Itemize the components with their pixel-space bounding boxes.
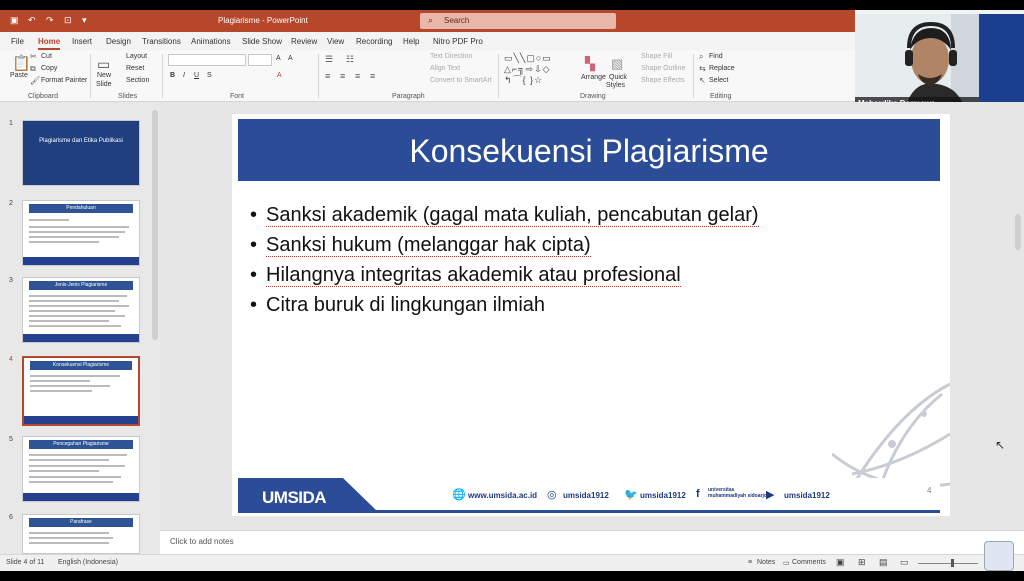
footer-website: www.umsida.ac.id [468, 491, 538, 500]
document-title: Plagiarisme - PowerPoint [218, 16, 308, 25]
thumb-title: Plagiarisme dan Etika Publikasi [39, 138, 123, 144]
slide-thumbnail-2[interactable] [22, 200, 140, 266]
thumb-number: 6 [9, 514, 13, 521]
new-slide-icon[interactable]: ▭ [97, 56, 111, 72]
slide-title-banner [238, 119, 940, 181]
bullets-icon[interactable]: ☰ [325, 54, 334, 64]
separator [693, 54, 694, 98]
footer-twitter: umsida1912 [640, 491, 686, 500]
font-group-label: Font [230, 93, 245, 100]
notes-icon: ≡ [748, 559, 753, 566]
slide-editor [160, 102, 1024, 530]
save-icon[interactable]: ▣ [10, 15, 19, 25]
notes-button[interactable]: Notes [757, 559, 776, 566]
copy-icon: ⧉ [30, 64, 36, 73]
separator [90, 54, 91, 98]
bold-button[interactable]: B [170, 72, 176, 79]
thumb-number: 2 [9, 200, 13, 207]
thumbnail-scrollbar[interactable] [152, 110, 158, 340]
convert-smartart-button[interactable]: Convert to SmartArt [430, 77, 492, 84]
thumb-number: 4 [9, 356, 13, 363]
tab-design[interactable]: Design [106, 37, 131, 46]
present-icon[interactable]: ⊡ [64, 15, 72, 25]
editing-group-label: Editing [710, 93, 732, 100]
font-color-button[interactable]: A [277, 72, 282, 79]
redo-icon[interactable]: ↷ [46, 15, 54, 25]
shape-effects-button[interactable]: Shape Effects [641, 77, 685, 84]
thumb-number: 5 [9, 436, 13, 443]
shape-fill-button[interactable]: Shape Fill [641, 53, 673, 60]
reading-view-icon[interactable]: ▤ [879, 557, 888, 567]
shapes-gallery[interactable]: ▭╲╲▢○▭ △⌐╗⇨⇩◇ ↰⌒{ }☆ [504, 53, 552, 85]
tab-animations[interactable]: Animations [191, 37, 231, 46]
format-painter-icon: 🖌 [30, 76, 41, 85]
arrange-button[interactable]: Arrange [581, 74, 606, 81]
slide-thumbnail-4[interactable] [22, 356, 140, 426]
title-bar [0, 10, 855, 32]
editor-scrollbar[interactable] [1015, 214, 1021, 250]
slide-thumbnail-1[interactable] [22, 120, 140, 186]
bullet-text: Sanksi hukum (melanggar hak cipta) [266, 234, 591, 256]
side-panel [979, 14, 1024, 110]
new-slide-button-line2[interactable]: Slide [96, 81, 112, 88]
copy-button[interactable]: Copy [41, 65, 58, 72]
notes-pane[interactable] [160, 530, 1024, 554]
ribbon-tabs [0, 32, 855, 50]
section-button[interactable]: Section [126, 77, 150, 84]
thumb-title: Pencegahan Plagiarisme [29, 440, 133, 449]
tab-slide-show[interactable]: Slide Show [242, 37, 283, 46]
ribbon-home [0, 50, 855, 102]
paste-icon[interactable]: 📋 [12, 55, 31, 72]
comments-icon: ▭ [783, 560, 790, 567]
tab-review[interactable]: Review [291, 37, 318, 46]
participant-image [855, 14, 979, 110]
bullet-text: Citra buruk di lingkungan ilmiah [266, 294, 546, 316]
bullet-item[interactable]: • Hilangnya integritas akademik atau profesional [250, 264, 681, 286]
italic-button[interactable]: I [183, 72, 185, 79]
grow-font-button[interactable]: A [276, 55, 281, 62]
slide-thumbnail-3[interactable] [22, 277, 140, 343]
underline-button[interactable]: U [194, 72, 200, 79]
drawing-group-label: Drawing [580, 93, 606, 100]
umsida-logo: UMSIDA [262, 488, 327, 507]
footer-facebook: universitas muhammadiyah sidoarjo [708, 487, 767, 499]
search-icon: ⌕ [428, 15, 434, 25]
normal-view-icon[interactable]: ▣ [836, 557, 845, 567]
cut-button[interactable]: Cut [41, 53, 52, 60]
align-right-icon[interactable]: ≡ [355, 71, 361, 81]
quick-styles-button[interactable]: Quick [609, 74, 627, 81]
shrink-font-button[interactable]: A [288, 55, 293, 62]
comments-button[interactable]: Comments [792, 559, 826, 566]
find-icon: ⌕ [699, 52, 704, 61]
search-placeholder: Search [444, 16, 470, 25]
arrange-icon[interactable]: ▚ [585, 56, 595, 71]
slide-counter: Slide 4 of 11 [6, 559, 45, 566]
footer-line [238, 510, 940, 513]
font-family-select[interactable] [168, 54, 246, 66]
mouse-cursor-icon: ↖ [995, 438, 1006, 452]
slide-page-number: 4 [927, 486, 932, 495]
meeting-badge-icon [984, 541, 1014, 571]
tab-nitro-pdf[interactable]: Nitro PDF Pro [433, 37, 483, 46]
slide-thumbnails-pane [0, 102, 160, 554]
separator [318, 54, 319, 98]
bullet-item[interactable]: • Citra buruk di lingkungan ilmiah [250, 294, 546, 316]
thumb-title: Jenis-Jenis Plagiarisme [29, 281, 133, 290]
search-input[interactable] [420, 13, 616, 29]
text-direction-button[interactable]: Text Direction [430, 53, 473, 60]
powerpoint-window [0, 10, 1024, 571]
cut-icon: ✂ [30, 52, 37, 61]
justify-icon[interactable]: ≡ [370, 71, 376, 81]
bullet-text: Hilangnya integritas akademik atau profesional [266, 264, 681, 286]
tab-home[interactable]: Home [38, 37, 61, 46]
notes-placeholder: Click to add notes [170, 537, 234, 546]
paragraph-group-label: Paragraph [392, 93, 425, 100]
numbering-icon[interactable]: ☷ [346, 54, 355, 64]
slide-title[interactable]: Konsekuensi Plagiarisme [409, 133, 769, 169]
layout-button[interactable]: Layout [126, 53, 148, 60]
tab-view[interactable]: View [327, 37, 345, 46]
customize-icon[interactable]: ▾ [82, 15, 87, 25]
new-slide-button[interactable]: New [97, 72, 112, 79]
slide-thumbnail-6[interactable] [22, 514, 140, 554]
thumb-number: 3 [9, 277, 13, 284]
bullet-item[interactable]: • Sanksi akademik (gagal mata kuliah, pencabutan gelar) [250, 204, 759, 226]
tab-insert[interactable]: Insert [72, 37, 93, 46]
thumb-title: Konsekuensi Plagiarisme [30, 361, 132, 370]
align-text-button[interactable]: Align Text [430, 65, 461, 72]
slides-group-label: Slides [118, 93, 138, 100]
shape-outline-button[interactable]: Shape Outline [641, 65, 686, 72]
bullet-item[interactable]: • Sanksi hukum (melanggar hak cipta) [250, 234, 591, 256]
replace-icon: ⇆ [699, 64, 706, 73]
quick-styles-icon[interactable]: ▧ [611, 56, 624, 71]
slide-thumbnail-5[interactable] [22, 436, 140, 502]
instagram-icon: ◎ [547, 489, 557, 501]
paste-button[interactable]: Paste [10, 72, 28, 79]
thumb-title: Pendahuluan [29, 204, 133, 213]
clipboard-group-label: Clipboard [28, 93, 58, 100]
current-slide[interactable] [232, 114, 950, 516]
tab-recording[interactable]: Recording [356, 37, 393, 46]
separator [162, 54, 163, 98]
select-icon: ↖ [699, 76, 706, 85]
youtube-icon: ▶ [766, 489, 775, 501]
replace-button[interactable]: Replace [709, 65, 735, 72]
zoom-slider-handle[interactable] [951, 559, 954, 567]
tab-file[interactable]: File [11, 37, 24, 46]
slideshow-icon[interactable]: ▭ [900, 557, 909, 567]
align-left-icon[interactable]: ≡ [325, 71, 331, 81]
find-button[interactable]: Find [709, 53, 723, 60]
reset-button[interactable]: Reset [126, 65, 145, 72]
language-indicator[interactable]: English (Indonesia) [58, 559, 118, 566]
strikethrough-button[interactable]: S [207, 72, 212, 79]
tab-transitions[interactable]: Transitions [142, 37, 181, 46]
tab-help[interactable]: Help [403, 37, 420, 46]
undo-icon[interactable]: ↶ [28, 15, 36, 25]
webcam-video [855, 14, 979, 110]
slide-sorter-icon[interactable]: ⊞ [858, 557, 866, 567]
zoom-slider[interactable] [918, 563, 978, 564]
footer-instagram: umsida1912 [563, 491, 609, 500]
font-size-select[interactable] [248, 54, 272, 66]
twitter-icon: 🐦 [624, 489, 638, 501]
status-bar [0, 554, 1024, 571]
separator [498, 54, 499, 98]
select-button[interactable]: Select [709, 77, 729, 84]
quick-styles-button-line2[interactable]: Styles [606, 82, 626, 89]
format-painter-button[interactable]: Format Painter [41, 77, 88, 84]
align-center-icon[interactable]: ≡ [340, 71, 346, 81]
facebook-icon: f [696, 488, 700, 500]
footer-youtube: umsida1912 [784, 491, 830, 500]
thumb-number: 1 [9, 120, 13, 127]
bullet-text: Sanksi akademik (gagal mata kuliah, pencabutan gelar) [266, 204, 759, 226]
thumb-title: Parafrase [29, 518, 133, 527]
globe-icon: 🌐 [452, 489, 466, 501]
